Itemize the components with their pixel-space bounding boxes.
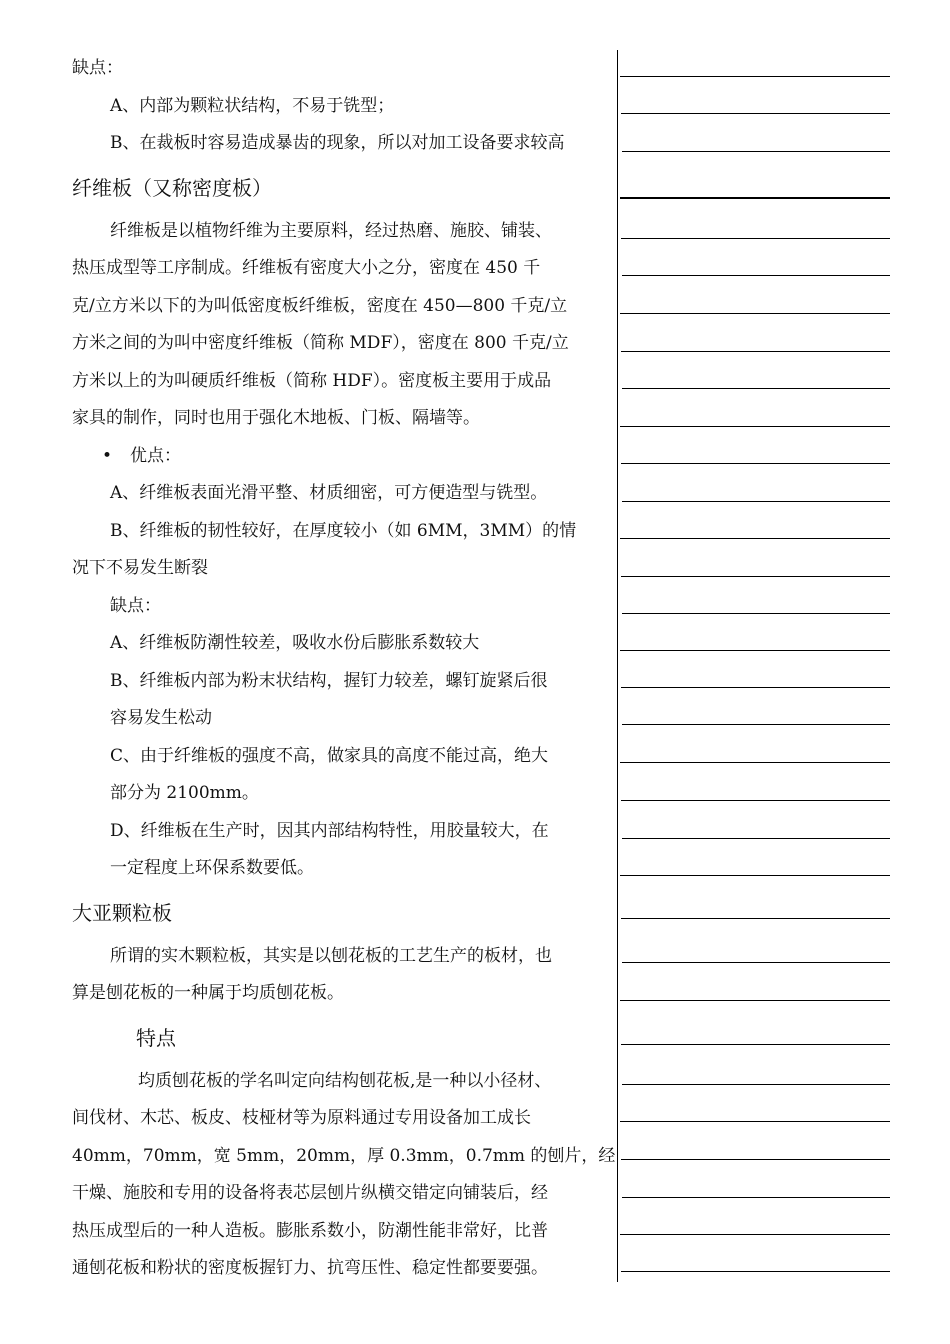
note-line [620,197,890,199]
text-line: 容易发生松动 [110,708,212,728]
note-line [621,687,890,688]
text-line: 方米以上的为叫硬质纤维板（简称 HDF）。密度板主要用于成品 [72,370,552,391]
text-line: 缺点： [72,58,123,78]
note-line [621,113,890,114]
note-line [620,650,890,651]
text-line: B、纤维板内部为粉末状结构，握钉力较差，螺钉旋紧后很 [110,670,548,691]
bullet-item [72,438,617,476]
document-body [72,50,617,1288]
note-line [620,1234,890,1235]
text-line: 部分为 2100mm。 [110,783,259,803]
note-line [620,313,890,314]
text-line: A、纤维板防潮性较差，吸收水份后膨胀系数较大 [110,633,480,653]
text-line: B、纤维板的韧性较好，在厚度较小（如 6MM，3MM）的情 [110,520,577,541]
note-line [622,388,890,389]
margin-divider [617,50,618,1282]
note-line [621,1044,890,1045]
note-line [620,1000,890,1001]
text-line: 况下不易发生断裂 [72,558,208,578]
note-line [620,875,890,876]
text-line: 40mm，70mm，宽 5mm，20mm，厚 0.3mm，0.7mm 的刨片，经 [72,1145,616,1166]
text-line: 热压成型等工序制成。纤维板有密度大小之分，密度在 450 千 [72,258,541,278]
text-line: 热压成型后的一种人造板。膨胀系数小，防潮性能非常好，比普 [72,1220,548,1241]
note-line [621,238,890,239]
note-line [621,1159,890,1160]
note-line [621,918,890,919]
note-line [622,151,890,152]
note-line [622,838,890,839]
text-line: 间伐材、木芯、板皮、枝桠材等为原料通过专用设备加工成长 [72,1108,531,1128]
note-line [621,800,890,801]
note-line [621,351,890,352]
note-line [622,724,890,725]
section-heading: 大亚颗粒板 [72,900,172,925]
text-line: 通刨花板和粉状的密度板握钉力、抗弯压性、稳定性都要要强。 [72,1258,548,1278]
text-line: C、由于纤维板的强度不高，做家具的高度不能过高，绝大 [110,745,549,766]
note-line [622,1084,890,1085]
note-line [620,1121,890,1122]
note-line [622,613,890,614]
note-line [620,538,890,539]
note-line [620,762,890,763]
text-line: 克/立方米以下的为叫低密度板纤维板，密度在 450—800 千克/立 [72,295,568,316]
text-line: 纤维板是以植物纤维为主要原料，经过热磨、施胶、铺装、 [110,220,552,241]
text-line: 算是刨花板的一种属于均质刨花板。 [72,983,344,1003]
sub-heading: 特点 [136,1025,176,1050]
text-line: 缺点： [110,595,161,616]
note-line [622,962,890,963]
text-line: 一定程度上环保系数要低。 [110,858,314,878]
text-line: B、在裁板时容易造成暴齿的现象，所以对加工设备要求较高 [110,133,565,153]
bullet-label: 优点： [130,445,181,466]
text-line: 家具的制作，同时也用于强化木地板、门板、隔墙等。 [72,408,480,428]
note-line [622,1197,890,1198]
note-line [621,576,890,577]
note-line [622,501,890,502]
text-line: A、纤维板表面光滑平整、材质细密，可方便造型与铣型。 [110,483,548,503]
text-line: 方米之间的为叫中密度纤维板（简称 MDF），密度在 800 千克/立 [72,333,569,353]
bullet-icon: • [102,445,113,466]
text-line: 干燥、施胶和专用的设备将表芯层刨片纵横交错定向铺装后，经 [72,1183,548,1203]
text-line: 所谓的实木颗粒板，其实是以刨花板的工艺生产的板材，也 [110,945,552,966]
text-line: A、内部为颗粒状结构，不易于铣型； [110,95,395,116]
note-line [622,275,890,276]
text-line: 均质刨花板的学名叫定向结构刨花板,是一种以小径材、 [138,1070,552,1091]
text-line: D、纤维板在生产时，因其内部结构特性，用胶量较大，在 [110,820,549,841]
note-line [621,463,890,464]
note-line [620,76,890,77]
note-line [620,426,890,427]
section-heading: 纤维板（又称密度板） [72,175,272,200]
note-line [621,1271,890,1272]
